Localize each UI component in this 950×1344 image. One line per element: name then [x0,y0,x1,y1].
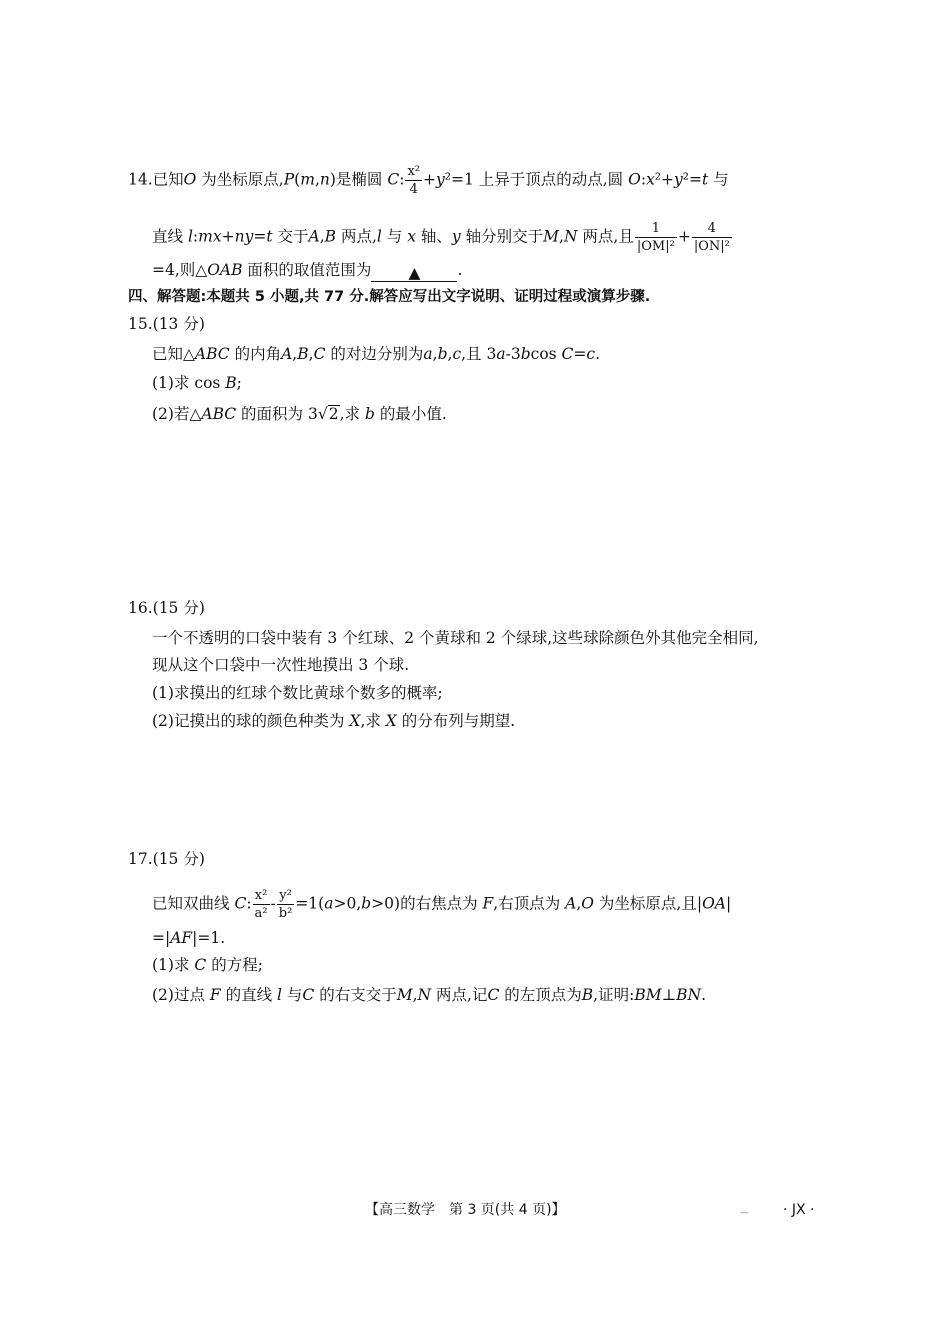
text: C [487,986,500,1004]
text: -3 [505,345,521,363]
text: BM [634,986,662,1004]
q15-heading [128,314,205,334]
text: 轴、 [415,227,452,246]
text: + [677,227,691,246]
q17-stem-line-2 [152,928,225,948]
text: b [364,405,375,423]
text: A [281,345,293,363]
text: C [387,170,400,189]
text: X [385,712,397,730]
text: , [412,986,418,1004]
text: cos [530,345,562,363]
text: 直线 [152,227,188,246]
text: n [319,170,330,189]
text: A [308,227,320,246]
q16-part-1 [152,683,443,703]
fraction-1-over-om2 [635,222,677,253]
text: 的左顶点为 [499,986,582,1004]
text: , [447,345,453,363]
text: ,且 3 [461,345,497,363]
denominator: a² [254,906,268,921]
numerator: y² [277,889,295,905]
text: (2)若△ [152,405,202,423]
denominator: |OM|² [636,239,675,254]
text: y [436,170,445,189]
text: =| [152,929,171,947]
footer-code-label: · JX · [783,1202,815,1218]
text: ,求 [360,712,386,730]
text: 的右支交于 [314,986,397,1004]
q17-heading [128,849,205,869]
text: C [561,345,574,363]
text: >0, [333,894,362,913]
text: (2)记摸出的球的颜色种类为 [152,712,350,730]
q17-stem-line-1 [152,889,731,920]
text: 两点,且 [577,227,634,246]
text: )是椭圆 [329,170,388,189]
text: ,求 [339,405,365,423]
text: A [565,894,577,913]
text: y [674,170,683,189]
text: c [586,345,596,363]
text: F [482,894,494,913]
text: - [270,894,276,913]
text: : [640,170,647,189]
denominator: |ON|² [693,239,730,254]
text: BN [676,986,702,1004]
text: O [581,894,594,913]
sqrt-icon: √ [317,405,328,423]
footer-dash [740,1203,749,1223]
sqrt-radicand: 2 [328,405,339,423]
text: | [725,894,732,913]
text: — [740,1208,749,1218]
text: 轴分别交于 [460,227,544,246]
question-number: 15.(13 分) [128,315,205,333]
page-footer [365,1200,566,1220]
text: 现从这个口袋中一次性地摸出 3 个球. [152,656,410,674]
fraction-x2-over-4 [405,165,422,196]
text: (1)求摸出的红球个数比黄球个数多的概率; [152,684,443,702]
text: b [520,345,531,363]
text: X [349,712,361,730]
text: , [559,227,564,246]
text: , [308,345,314,363]
text: 与 [708,170,729,189]
text: 面积的取值范围为 [242,261,372,279]
text: b [437,345,448,363]
text: AF [170,929,193,947]
text: x [407,227,416,246]
text: 的内角 [229,345,282,363]
text: 两点, [336,227,377,246]
footer-page-info: 【高三数学 第 3 页(共 4 页)】 [365,1202,566,1218]
text: 的分布列与期望. [396,712,516,730]
text: a [324,894,334,913]
text: C [313,345,326,363]
text: 已知双曲线 [152,894,235,913]
text: : [192,227,199,246]
text: =1( [295,894,325,913]
text: m [300,170,315,189]
text: . [701,986,707,1004]
triangle-mark-icon: ▲ [408,264,421,282]
section-4-heading [128,287,650,307]
text: l [376,227,382,246]
numerator: 4 [692,222,732,238]
text: l [277,986,282,1004]
q16-heading [128,598,205,618]
text: a [496,345,506,363]
text: F [209,986,221,1004]
denominator: b² [278,906,293,921]
text: 的最小值. [374,405,447,423]
text: ; [236,374,242,392]
text: ABC [194,345,230,363]
answer-blank [371,263,457,282]
footer-code [783,1200,815,1220]
text: ( [294,170,301,189]
text: , [432,345,438,363]
q15-part-1 [152,373,242,393]
q16-stem-line-2 [152,655,409,675]
text: ny [234,227,254,246]
q14-line-3 [152,260,462,282]
text: B [581,986,594,1004]
text: 两点,记 [431,986,488,1004]
text: OA [702,894,726,913]
q16-part-2 [152,711,515,731]
numerator: 1 [635,222,677,238]
text: OAB [207,261,243,279]
question-number: 17.(15 分) [128,850,205,868]
text: . [457,261,463,279]
text: ²=1 上异于顶点的动点,圆 [444,170,629,189]
text: 14.已知 [128,170,184,189]
text: N [563,227,578,246]
text: x [646,170,655,189]
text: a [423,345,433,363]
text: , [292,345,298,363]
fraction-x2-over-a2 [253,889,270,920]
section-title: 四、解答题:本题共 5 小题,共 77 分.解答应写出文字说明、证明过程或演算步骤. [128,289,651,305]
q14-line-1 [128,165,729,196]
question-number: 16.(15 分) [128,599,205,617]
text: B [297,345,309,363]
text: = [573,345,587,363]
text: + [423,170,436,189]
text: 已知△ [152,345,195,363]
q15-stem [152,344,600,364]
q14-line-2 [152,222,733,253]
text: , [314,170,320,189]
text: M [543,227,559,246]
text: C [194,956,207,974]
text: t [266,227,273,246]
text: , [576,894,582,913]
text: t [702,170,709,189]
text: 交于 [272,227,309,246]
text: >0)的右焦点为 [371,894,483,913]
text: P [283,170,295,189]
fraction-4-over-on2 [692,222,732,253]
text: B [225,374,237,392]
text: . [595,345,601,363]
q17-part-1 [152,955,263,975]
text: |=1. [192,929,226,947]
text: , [319,227,325,246]
text: mx [198,227,222,246]
text: c [452,345,462,363]
text: C [302,986,315,1004]
text: (1)求 [152,956,195,974]
text: ²+ [654,170,675,189]
text: O [183,170,197,189]
text: 为坐标原点, [196,170,284,189]
numerator: x² [253,889,270,905]
text: 的面积为 3 [236,405,318,423]
fraction-y2-over-b2 [277,889,295,920]
text: =4,则△ [152,261,208,279]
text: (1)求 cos [152,374,226,392]
text: 的对边分别为 [325,345,424,363]
text: ²= [682,170,702,189]
text: : [246,894,252,913]
q17-part-2 [152,985,706,1005]
text: O [628,170,641,189]
text: : [399,170,405,189]
text: y [451,227,461,246]
text: ⊥ [661,986,677,1004]
text: 为坐标原点,且| [594,894,703,913]
q16-stem-line-1 [152,628,759,648]
text: b [361,894,372,913]
text: = [253,227,267,246]
text: 一个不透明的口袋中装有 3 个红球、2 个黄球和 2 个绿球,这些球除颜色外其他完全相同, [152,629,759,647]
numerator: x² [407,164,420,179]
text: 与 [381,227,408,246]
text: ,证明: [593,986,635,1004]
text: ABC [201,405,237,423]
text: C [234,894,247,913]
text: l [187,227,193,246]
text: N [417,986,432,1004]
text: 与 [281,986,303,1004]
text: 的方程; [206,956,263,974]
text: 的直线 [220,986,278,1004]
text: (2)过点 [152,986,210,1004]
text: + [221,227,235,246]
denominator: 4 [409,182,418,197]
text: B [324,227,337,246]
text: M [396,986,413,1004]
text: ,右顶点为 [493,894,566,913]
q15-part-2 [152,404,447,424]
